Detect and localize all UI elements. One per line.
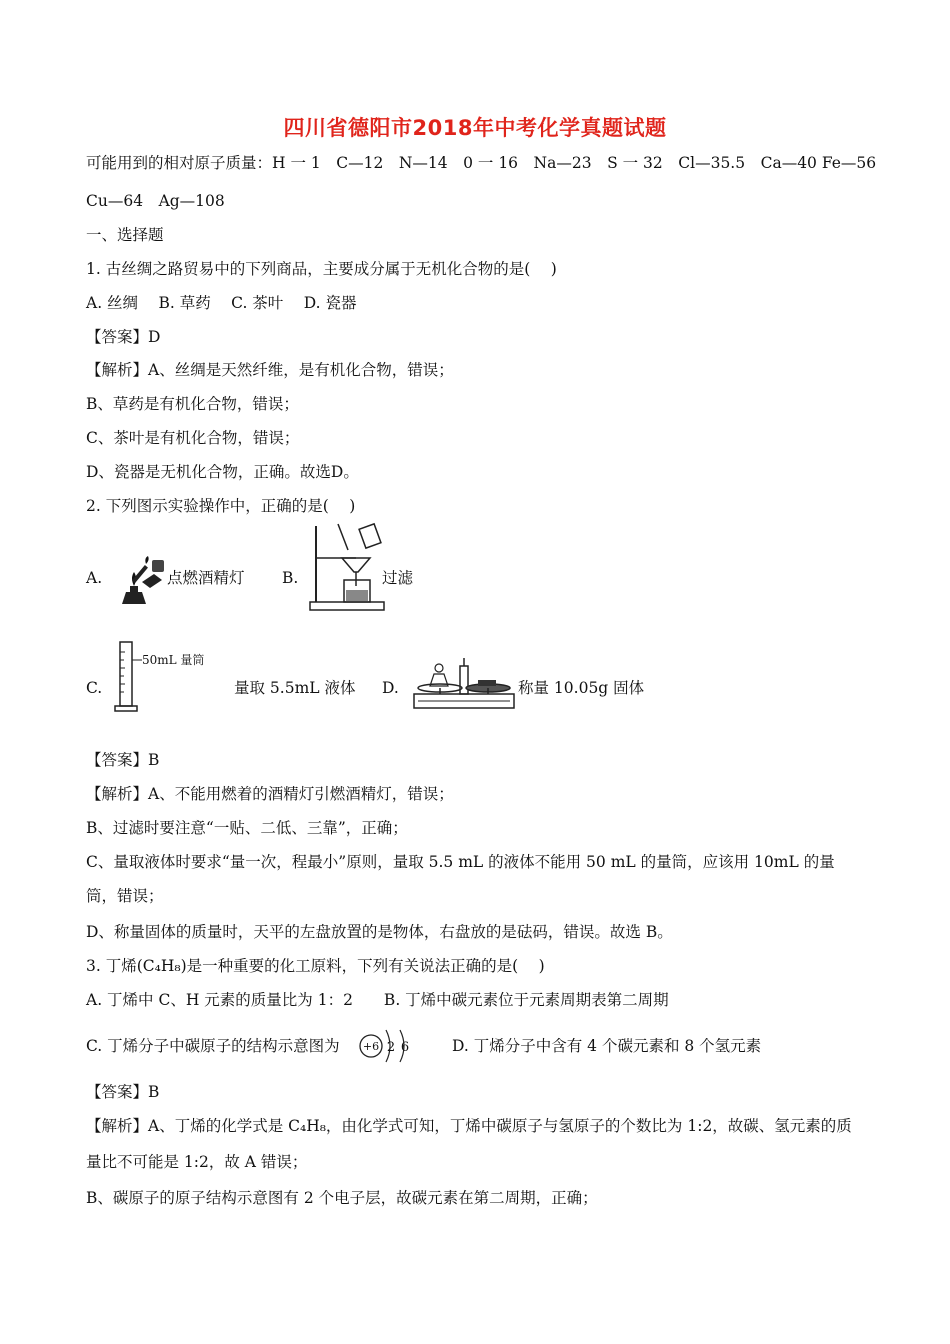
q1-options: A. 丝绸 B. 草药 C. 茶叶 D. 瓷器 (86, 294, 357, 312)
nucleus-charge: +6 (362, 1040, 380, 1053)
q2-analysis-line: D、称量固体的质量时，天平的左盘放置的是物体，右盘放的是砝码，错误。故选 B。 (86, 923, 673, 941)
q3-answer: 【答案】B (86, 1083, 160, 1101)
q1-analysis-line: C、茶叶是有机化合物，错误； (86, 429, 300, 447)
q2-analysis-line: 【解析】A、不能用燃着的酒精灯引燃酒精灯，错误； (86, 785, 454, 803)
q3-option-c: C. 丁烯分子中碳原子的结构示意图为 (86, 1037, 340, 1055)
measuring-cylinder-illustration (112, 640, 146, 712)
q2-option-c-figure-label: 50mL 量筒 (142, 653, 205, 667)
q3-analysis-line: B、碳原子的原子结构示意图有 2 个电子层，故碳元素在第二周期，正确； (86, 1189, 598, 1207)
q3-analysis-line: 量比不可能是 1:2，故 A 错误； (86, 1153, 308, 1171)
q3-option-d: D. 丁烯分子中含有 4 个碳元素和 8 个氢元素 (452, 1037, 762, 1055)
q1-answer: 【答案】D (86, 328, 161, 346)
q1-analysis-line: B、草药是有机化合物，错误； (86, 395, 299, 413)
q2-option-d-letter: D. (382, 679, 399, 697)
q2-answer: 【答案】B (86, 751, 160, 769)
q2-analysis-line: 筒，错误； (86, 887, 164, 905)
atomic-masses-line-2: Cu—64 Ag—108 (86, 192, 225, 210)
alcohol-lamp-illustration (116, 556, 168, 608)
q2-option-a-text: 点燃酒精灯 (167, 569, 245, 587)
q3-analysis-line: 【解析】A、丁烯的化学式是 C₄H₈，由化学式可知，丁烯中碳原子与氢原子的个数比为 1:2，故碳、氢元素的质 (86, 1117, 852, 1135)
q2-option-d-text: 称量 10.05g 固体 (518, 679, 645, 697)
carbon-atom-structure-diagram (358, 1024, 416, 1068)
q1-analysis-line: 【解析】A、丝绸是天然纤维，是有机化合物，错误； (86, 361, 454, 379)
q2-analysis-line: C、量取液体时要求“量一次，程最小”原则，量取 5.5 mL 的液体不能用 50 mL 的量筒，应该用 10mL 的量 (86, 853, 835, 871)
q2-option-b-text: 过滤 (382, 569, 414, 587)
q2-option-a-letter: A. (86, 569, 103, 587)
q3-stem: 3. 丁烯(C₄H₈)是一种重要的化工原料，下列有关说法正确的是( ) (86, 957, 545, 975)
filtration-illustration (308, 522, 388, 612)
electron-shell-2: 6 (400, 1040, 410, 1055)
q2-option-c-letter: C. (86, 679, 103, 697)
q2-analysis-line: B、过滤时要注意“一贴、二低、三靠”，正确； (86, 819, 408, 837)
q2-option-b-letter: B. (282, 569, 299, 587)
q1-stem: 1. 古丝绸之路贸易中的下列商品，主要成分属于无机化合物的是( ) (86, 260, 557, 278)
q3-options-ab: A. 丁烯中 C、H 元素的质量比为 1：2 B. 丁烯中碳元素位于元素周期表第二周期 (86, 991, 669, 1009)
page-title: 四川省德阳市2018年中考化学真题试题 (283, 116, 667, 140)
section-heading: 一、选择题 (86, 226, 164, 244)
q2-option-c-text: 量取 5.5mL 液体 (234, 679, 356, 697)
q1-analysis-line: D、瓷器是无机化合物，正确。故选D。 (86, 463, 359, 481)
electron-shell-1: 2 (386, 1040, 396, 1055)
atomic-masses-line-1: 可能用到的相对原子质量：H 一 1 C—12 N—14 0 一 16 Na—23 S 一 32 Cl—35.5 Ca—40 Fe—56 (86, 154, 877, 172)
balance-illustration (410, 654, 518, 712)
q2-stem: 2. 下列图示实验操作中，正确的是( ) (86, 497, 356, 515)
